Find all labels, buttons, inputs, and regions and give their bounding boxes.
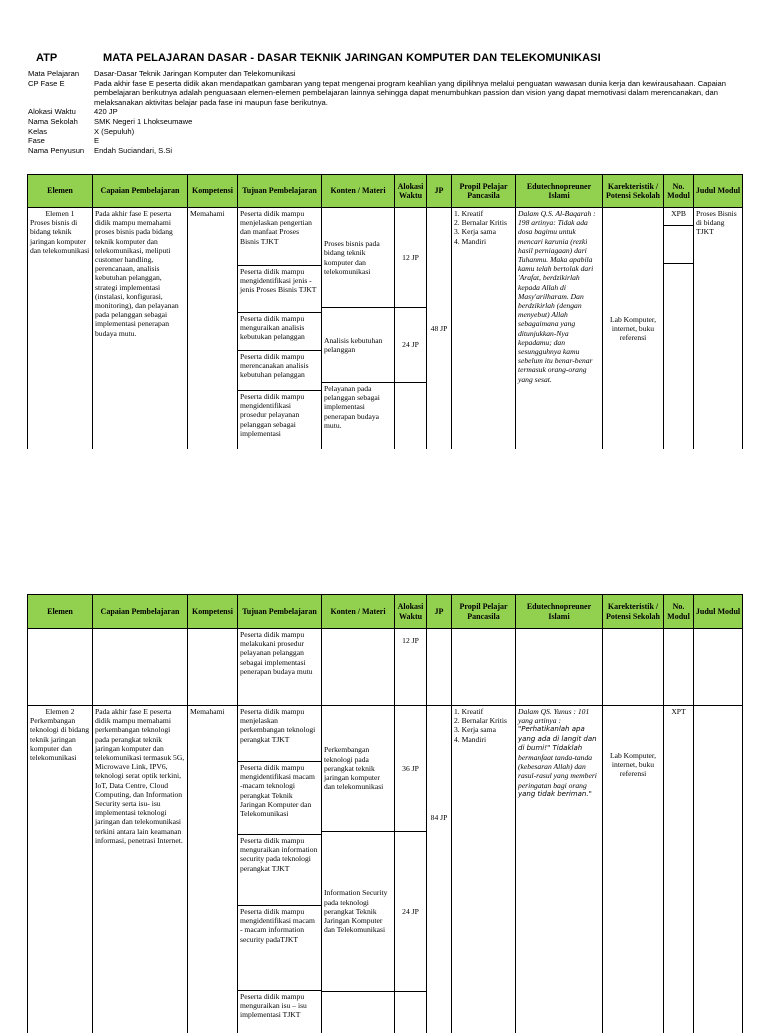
meta-value: E — [94, 136, 758, 146]
empty-cell — [452, 629, 516, 706]
konten-cell — [322, 208, 395, 450]
judul-cell — [694, 208, 743, 450]
tujuan-cell — [238, 208, 322, 450]
atp-table-1 — [27, 174, 743, 449]
meta-value: Dasar-Dasar Teknik Jaringan Komputer dan Telekomunikasi — [94, 69, 758, 79]
alokasi-value: 12 JP — [397, 630, 424, 645]
col-header: Kompetensi — [188, 175, 238, 208]
alokasi-cell — [395, 208, 427, 450]
profil-item: 1. Kreatif — [454, 707, 513, 716]
meta-value: X (Sepuluh) — [94, 127, 758, 137]
meta-row — [28, 107, 758, 117]
no-modul-cell — [664, 208, 694, 450]
edutechno-text: "Perhatikanlah apa yang ada di langit dan di bumi!" Tidaklah — [518, 725, 600, 753]
empty-cell — [28, 629, 93, 706]
alokasi-item: 36 JP — [395, 706, 426, 832]
col-header: Konten / Materi — [322, 175, 395, 208]
jp-cell: 48 JP — [427, 208, 452, 450]
col-header: Capaian Pembelajaran — [93, 175, 188, 208]
kompetensi-cell: Memahami — [188, 208, 238, 450]
jp-cell — [427, 706, 452, 1033]
karakteristik-value: Lab Komputer, internet, buku referensi — [605, 707, 661, 779]
col-header: Karekteristik / Potensi Sekolah — [603, 175, 664, 208]
col-header: Judul Modul — [694, 595, 743, 629]
elemen-text: Perkembangan teknologi di bidang teknik jaringan komputer dan telekomunikasi — [30, 716, 90, 762]
col-header: Judul Modul — [694, 175, 743, 208]
col-header: Edutechnopreuner Islami — [516, 595, 603, 629]
elemen-text: Proses bisnis di bidang teknik jaringan komputer dan telekomunikasi — [30, 218, 90, 255]
col-header: Elemen — [28, 595, 93, 629]
meta-key: Alokasi Waktu — [28, 107, 94, 117]
col-header: Tujuan Pembelajaran — [238, 175, 322, 208]
no-modul-empty — [664, 226, 693, 264]
profil-item: 1. Kreatif — [454, 209, 513, 218]
tujuan-item: Peserta didik mampu merencanakan analisis kebutuhan pelanggan — [238, 351, 321, 391]
tujuan-item: Peserta didik mampu mengidentifikasi macam -macam teknologi perangkat Teknik Jaringan Komputer dan Telekomunikasi — [238, 762, 321, 835]
col-header: JP — [427, 595, 452, 629]
col-header: No. Modul — [664, 175, 694, 208]
meta-row — [28, 146, 758, 156]
profil-cell — [452, 706, 516, 1033]
konten-item — [322, 706, 394, 832]
empty-cell — [694, 629, 743, 706]
atp-table-2 — [27, 594, 743, 1033]
konten-item: Pelayanan pada pelanggan sebagai implementasi penerapan budaya mutu. — [322, 383, 394, 443]
col-header: Kompetensi — [188, 595, 238, 629]
konten-item — [322, 208, 394, 308]
page-title: MATA PELAJARAN DASAR - DASAR TEKNIK JARINGAN KOMPUTER DAN TELEKOMUNIKASI — [103, 52, 601, 64]
elemen-number: Elemen 1 — [30, 209, 90, 218]
jp-value: 84 JP — [427, 706, 451, 1026]
judul-value: Proses Bisnis di bidang TJKT — [694, 208, 742, 264]
alokasi-item: 24 JP — [395, 832, 426, 992]
empty-cell — [516, 629, 603, 706]
alokasi-empty — [395, 992, 426, 1032]
meta-row — [28, 127, 758, 137]
meta-value: SMK Negeri 1 Lhokseumawe — [94, 117, 758, 127]
tujuan-item: Peserta didik mampu menguraikan analisis kebutukan pelanggan — [238, 313, 321, 351]
meta-key: Fase — [28, 136, 94, 146]
empty-cell — [427, 629, 452, 706]
alokasi-item-empty — [395, 383, 426, 441]
karakteristik-cell: Lab Komputer, internet, buku referensi — [603, 208, 664, 450]
konten-text: Perkembangan teknologi pada perangkat teknik jaringan komputer dan telekomunikasi — [324, 745, 392, 791]
elemen-cell — [28, 706, 93, 1033]
col-header: Alokasi Waktu — [395, 595, 427, 629]
elemen-cell — [28, 208, 93, 450]
edutechno-cell: Dalam Q.S. Al-Baqarah : 198 artinya: Tidak ada dosa bagimu untuk mencari karunia (rezki hasil perniagaan) dari Tuhanmu. Maka apabila kamu telah bertolak dari 'Arafat, berdzikirlah kepada Allah di Masy'arilharam. Dan berdzikirlah (dengan menyebut) Allah sebagaimana yang ditunjukkan-Nya kepadamu; dan sesungguhnya kamu sebelum itu benar-benar termasuk orang-orang yang sesat. — [516, 208, 603, 450]
edutechno-cell — [516, 706, 603, 1033]
col-header: No. Modul — [664, 595, 694, 629]
konten-text: Proses bisnis pada bidang teknik komputer dan telekomunikasi — [324, 239, 392, 276]
edutechno-text: Dalam QS. Yunus : 101 yang artinya : — [518, 707, 600, 725]
konten-text: Analisis kebutuhan pelanggan — [324, 336, 392, 354]
meta-row — [28, 79, 758, 108]
tujuan-item: Peserta didik mampu menjelaskan perkembangan teknologi perangkat TJKT — [238, 706, 321, 762]
no-modul-value: XPB — [664, 208, 693, 226]
col-header: Konten / Materi — [322, 595, 395, 629]
konten-item — [322, 832, 394, 992]
tujuan-item: Peserta didik mampu menjelaskan pengertian dan manfaat Proses Bisnis TJKT — [238, 208, 321, 266]
meta-key: Mata Pelajaran — [28, 69, 94, 79]
profil-cell — [452, 208, 516, 450]
col-header: Elemen — [28, 175, 93, 208]
meta-row — [28, 117, 758, 127]
meta-key: Nama Penyusun — [28, 146, 94, 156]
meta-block — [28, 69, 758, 155]
empty-cell — [603, 629, 664, 706]
empty-cell — [664, 629, 694, 706]
no-modul-value: XPT — [664, 706, 693, 716]
meta-key: Kelas — [28, 127, 94, 137]
profil-item: 2. Bernalar Kritis — [454, 218, 513, 227]
konten-text: Information Security pada teknologi perangkat Teknik Jaringan Komputer dan Telekomunikasi — [324, 888, 392, 934]
edutechno-text: yang tidak beriman." — [518, 790, 600, 799]
judul-cell — [694, 706, 743, 1033]
tujuan-item: Peserta didik mampu melakukani prosedur pelayanan pelanggan sebagai implementasi penerapan budaya mutu — [238, 629, 322, 706]
tujuan-item: Peserta didik mampu mengidentifikasi jenis - jenis Proses Bisnis TJKT — [238, 266, 321, 313]
alokasi-item — [395, 629, 427, 706]
capaian-cell: Pada akhir fase E peserta didik mampu memahami perkembangan teknologi pada perangkat teknik jaringan komputer dan telekomunikasi termasuk 5G, Microwave Link, IPV6, teknologi serat optik terkini, IoT, Data Centre, Cloud Computing, dan Information Security serta isu- isu implementasi teknologi jaringan dan telekomunikasi terkini antara lain keamanan informasi, penetrasi Internet. — [93, 706, 188, 1033]
col-header: JP — [427, 175, 452, 208]
meta-value: 420 JP — [94, 107, 758, 117]
col-header: Alokasi Waktu — [395, 175, 427, 208]
meta-value: Pada akhir fase E peserta didik akan mendapatkan gambaran yang tepat mengenai program keahlian yang dipilihnya melalui penguatan wawasan dunia kerja dan kewirausahaan. Capaian pembelajaran berikutnya adalah penguasaan elemen-elemen pembelajaran lainnya sehingga dapat menumbuhkan passion dan vision yang dapat memotivasi dalam merencanakan, dan melaksanakan aktivitas belajar pada fase ini maupun fase berikutnya. — [94, 79, 758, 108]
meta-value: Endah Suciandari, S.Si — [94, 146, 758, 156]
konten-item — [322, 308, 394, 383]
tujuan-item: Peserta didik mampu menguraikan isu – isu implementasi TJKT — [238, 991, 321, 1033]
tujuan-item: Peserta didik mampu menguraikan information security pada teknologi perangkat TJKT — [238, 835, 321, 906]
meta-key: Nama Sekolah — [28, 117, 94, 127]
meta-row — [28, 69, 758, 79]
col-header: Edutechnopreuner Islami — [516, 175, 603, 208]
kompetensi-cell: Memahami — [188, 706, 238, 1033]
karakteristik-cell — [603, 706, 664, 1033]
tujuan-item: Peserta didik mampu mengidentifikasi prosedur pelayanan pelanggan sebagai implementasi — [238, 391, 321, 449]
empty-cell — [93, 629, 188, 706]
empty-cell — [322, 629, 395, 706]
no-modul-cell — [664, 706, 694, 1033]
edutechno-text: bermanfaat tanda-tanda (kebesaran Allah) dan rasul-rasul yang memberi peringatan bagi orang — [518, 753, 600, 790]
alokasi-cell — [395, 706, 427, 1033]
empty-cell — [188, 629, 238, 706]
capaian-cell: Pada akhir fase E peserta didik mampu memahami proses bisnis pada bidang teknik komputer dan telekomunikasi, meliputi customer handling, perencanaan, analisis kebutuhan pelanggan, strategi implementasi (instalasi, konfigurasi, monitoring), dan pelayanan pada pelanggan sebagai implementasi penerapan budaya mutu. — [93, 208, 188, 450]
col-header: Karekteristik / Potensi Sekolah — [603, 595, 664, 629]
meta-row — [28, 136, 758, 146]
alokasi-item: 24 JP — [395, 308, 426, 383]
profil-item: 3. Kerja sama — [454, 227, 513, 236]
profil-item: 4. Mandiri — [454, 237, 513, 246]
konten-empty — [322, 992, 394, 1032]
col-header: Capaian Pembelajaran — [93, 595, 188, 629]
tujuan-cell — [238, 706, 322, 1033]
col-header: Propil Pelajar Pancasila — [452, 175, 516, 208]
alokasi-item: 12 JP — [395, 208, 426, 308]
meta-key: CP Fase E — [28, 79, 94, 108]
konten-cell — [322, 706, 395, 1033]
tujuan-item: Peserta didik mampu mengidentifikasi macam - macam information security padaTJKT — [238, 906, 321, 991]
col-header: Propil Pelajar Pancasila — [452, 595, 516, 629]
profil-item: 2. Bernalar Kritis — [454, 716, 513, 725]
col-header: Tujuan Pembelajaran — [238, 595, 322, 629]
profil-item: 4. Mandiri — [454, 735, 513, 744]
elemen-number: Elemen 2 — [30, 707, 90, 716]
header-atp: ATP — [36, 52, 57, 64]
profil-item: 3. Kerja sama — [454, 725, 513, 734]
